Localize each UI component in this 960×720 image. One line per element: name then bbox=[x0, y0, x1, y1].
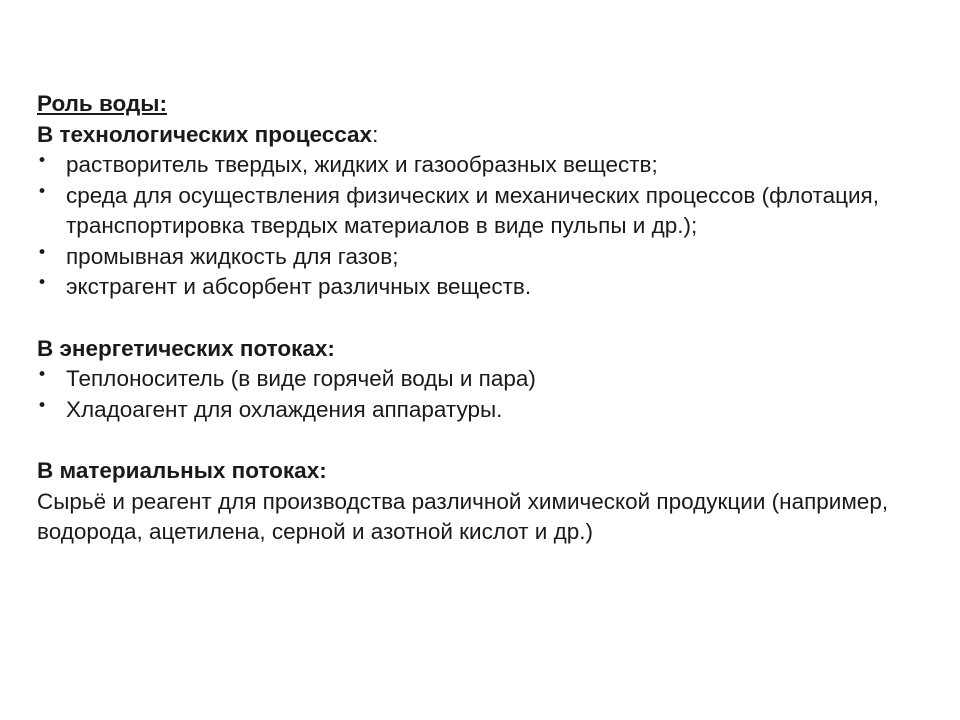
section-heading-technological-colon: : bbox=[372, 121, 379, 147]
section-spacer bbox=[37, 425, 917, 456]
list-item bbox=[37, 150, 917, 181]
slide-title: Роль воды: bbox=[37, 91, 167, 116]
list-item-text: среда для осуществления физических и механических процессов (флотация, транспортировка твердых материалов в виде пульпы и др.); bbox=[66, 182, 879, 238]
section-heading-energy: В энергетических потоках: bbox=[37, 335, 335, 361]
list-item-text: промывная жидкость для газов; bbox=[66, 243, 399, 269]
bullet-icon: • bbox=[37, 365, 48, 385]
list-item-text: Теплоноситель (в виде горячей воды и пара) bbox=[66, 366, 536, 391]
slide-content bbox=[37, 89, 917, 548]
list-item-text: растворитель твердых, жидких и газообразных веществ; bbox=[66, 152, 658, 177]
list-item bbox=[37, 181, 917, 242]
list-item bbox=[37, 364, 917, 395]
section-heading-technological bbox=[37, 120, 917, 151]
list-item bbox=[37, 395, 917, 426]
bullet-icon: • bbox=[37, 242, 48, 263]
section-heading-technological-text: В технологических процессах bbox=[37, 121, 373, 147]
list-item-text: экстрагент и абсорбент различных веществ. bbox=[66, 274, 532, 299]
list-item-text: Хладоагент для охлаждения аппаратуры. bbox=[66, 396, 503, 422]
energy-list bbox=[37, 364, 917, 425]
technological-list bbox=[37, 150, 917, 303]
section-spacer bbox=[37, 303, 917, 334]
bullet-icon: • bbox=[37, 151, 48, 171]
material-paragraph: Сырьё и реагент для производства различной химической продукции (например, водорода, ацетилена, серной и азотной кислот и др.) bbox=[37, 488, 889, 544]
section-heading-material: В материальных потоках: bbox=[37, 458, 327, 483]
list-item bbox=[37, 242, 917, 273]
bullet-icon: • bbox=[37, 273, 48, 293]
bullet-icon: • bbox=[37, 395, 48, 416]
bullet-icon: • bbox=[37, 181, 48, 202]
list-item bbox=[37, 272, 917, 303]
